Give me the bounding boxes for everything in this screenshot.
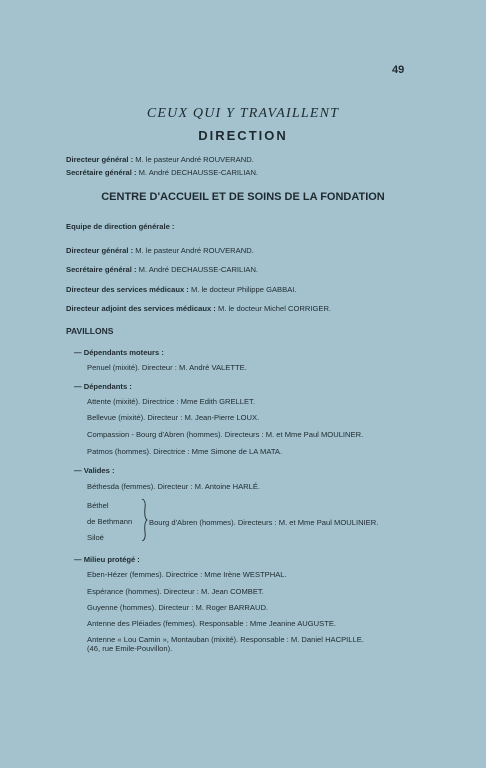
list-item: Antenne des Pléiades (femmes). Responsable : Mme Jeanine AUGUSTE. [87, 619, 337, 628]
dependants-moteurs-label: — Dépendants moteurs : [74, 348, 164, 357]
centre-line-secretaire [66, 265, 258, 274]
pavillons-heading: PAVILLONS [66, 326, 114, 336]
line-label: Directeur des services médicaux : [66, 285, 189, 294]
line-label: Directeur général : [66, 155, 134, 164]
list-item: Espérance (hommes). Directeur : M. Jean COMBET. [87, 587, 264, 596]
direction-heading: DIRECTION [198, 128, 288, 143]
line-text: M. André DECHAUSSE-CARILIAN. [136, 168, 259, 177]
line-text: M. le docteur Michel CORRIGER. [215, 304, 332, 313]
line-label: Directeur adjoint des services médicaux : [66, 304, 216, 313]
milieu-protege-label: — Milieu protégé : [74, 555, 140, 564]
line-text: M. André DECHAUSSE-CARILIAN. [136, 265, 259, 274]
centre-line-medical-adjoint [66, 304, 331, 313]
centre-heading: CENTRE D'ACCUEIL ET DE SOINS DE LA FONDATION [101, 191, 385, 203]
list-item: Attente (mixité). Directrice : Mme Edith GRELLET. [87, 397, 255, 406]
group-item: Siloé [87, 533, 104, 542]
centre-line-directeur [66, 246, 254, 255]
line-text: M. le pasteur André ROUVERAND. [133, 155, 254, 164]
line-label: Directeur général : [66, 246, 134, 255]
list-item-address: (46, rue Emile-Pouvillon). [87, 644, 173, 653]
list-item: Eben-Hézer (femmes). Directrice : Mme Irène WESTPHAL. [87, 570, 287, 579]
group-item: Béthel [87, 501, 109, 510]
list-item: Compassion - Bourg d'Abren (hommes). Directeurs : M. et Mme Paul MOULINER. [87, 430, 364, 439]
list-item: Penuel (mixité). Directeur : M. André VALETTE. [87, 363, 247, 372]
direction-line-directeur [66, 155, 254, 164]
line-label: Secrétaire général : [66, 265, 137, 274]
group-text: Bourg d'Abren (hommes). Directeurs : M. et Mme Paul MOULINIER. [149, 518, 379, 527]
list-item: Béthesda (femmes). Directeur : M. Antoine HARLÉ. [87, 482, 261, 491]
curly-brace-icon [140, 498, 148, 542]
line-text: M. le docteur Philippe GABBAI. [188, 285, 297, 294]
centre-line-medical [66, 285, 296, 294]
list-item: Bellevue (mixité). Directeur : M. Jean-Pierre LOUX. [87, 413, 260, 422]
valides-label: — Valides : [74, 466, 115, 475]
list-item: Antenne « Lou Camin », Montauban (mixité). Responsable : M. Daniel HACPILLE. [87, 635, 364, 644]
line-text: M. le pasteur André ROUVERAND. [133, 246, 254, 255]
dependants-label: — Dépendants : [74, 382, 132, 391]
line-label: Secrétaire général : [66, 168, 137, 177]
direction-line-secretaire [66, 168, 258, 177]
equipe-label: Equipe de direction générale : [66, 222, 175, 231]
list-item: Patmos (hommes). Directrice : Mme Simone de LA MATA. [87, 447, 283, 456]
group-item: de Bethmann [87, 517, 133, 526]
list-item: Guyenne (hommes). Directeur : M. Roger BARRAUD. [87, 603, 269, 612]
page-number: 49 [392, 64, 405, 76]
page-title: CEUX QUI Y TRAVAILLENT [146, 106, 340, 121]
